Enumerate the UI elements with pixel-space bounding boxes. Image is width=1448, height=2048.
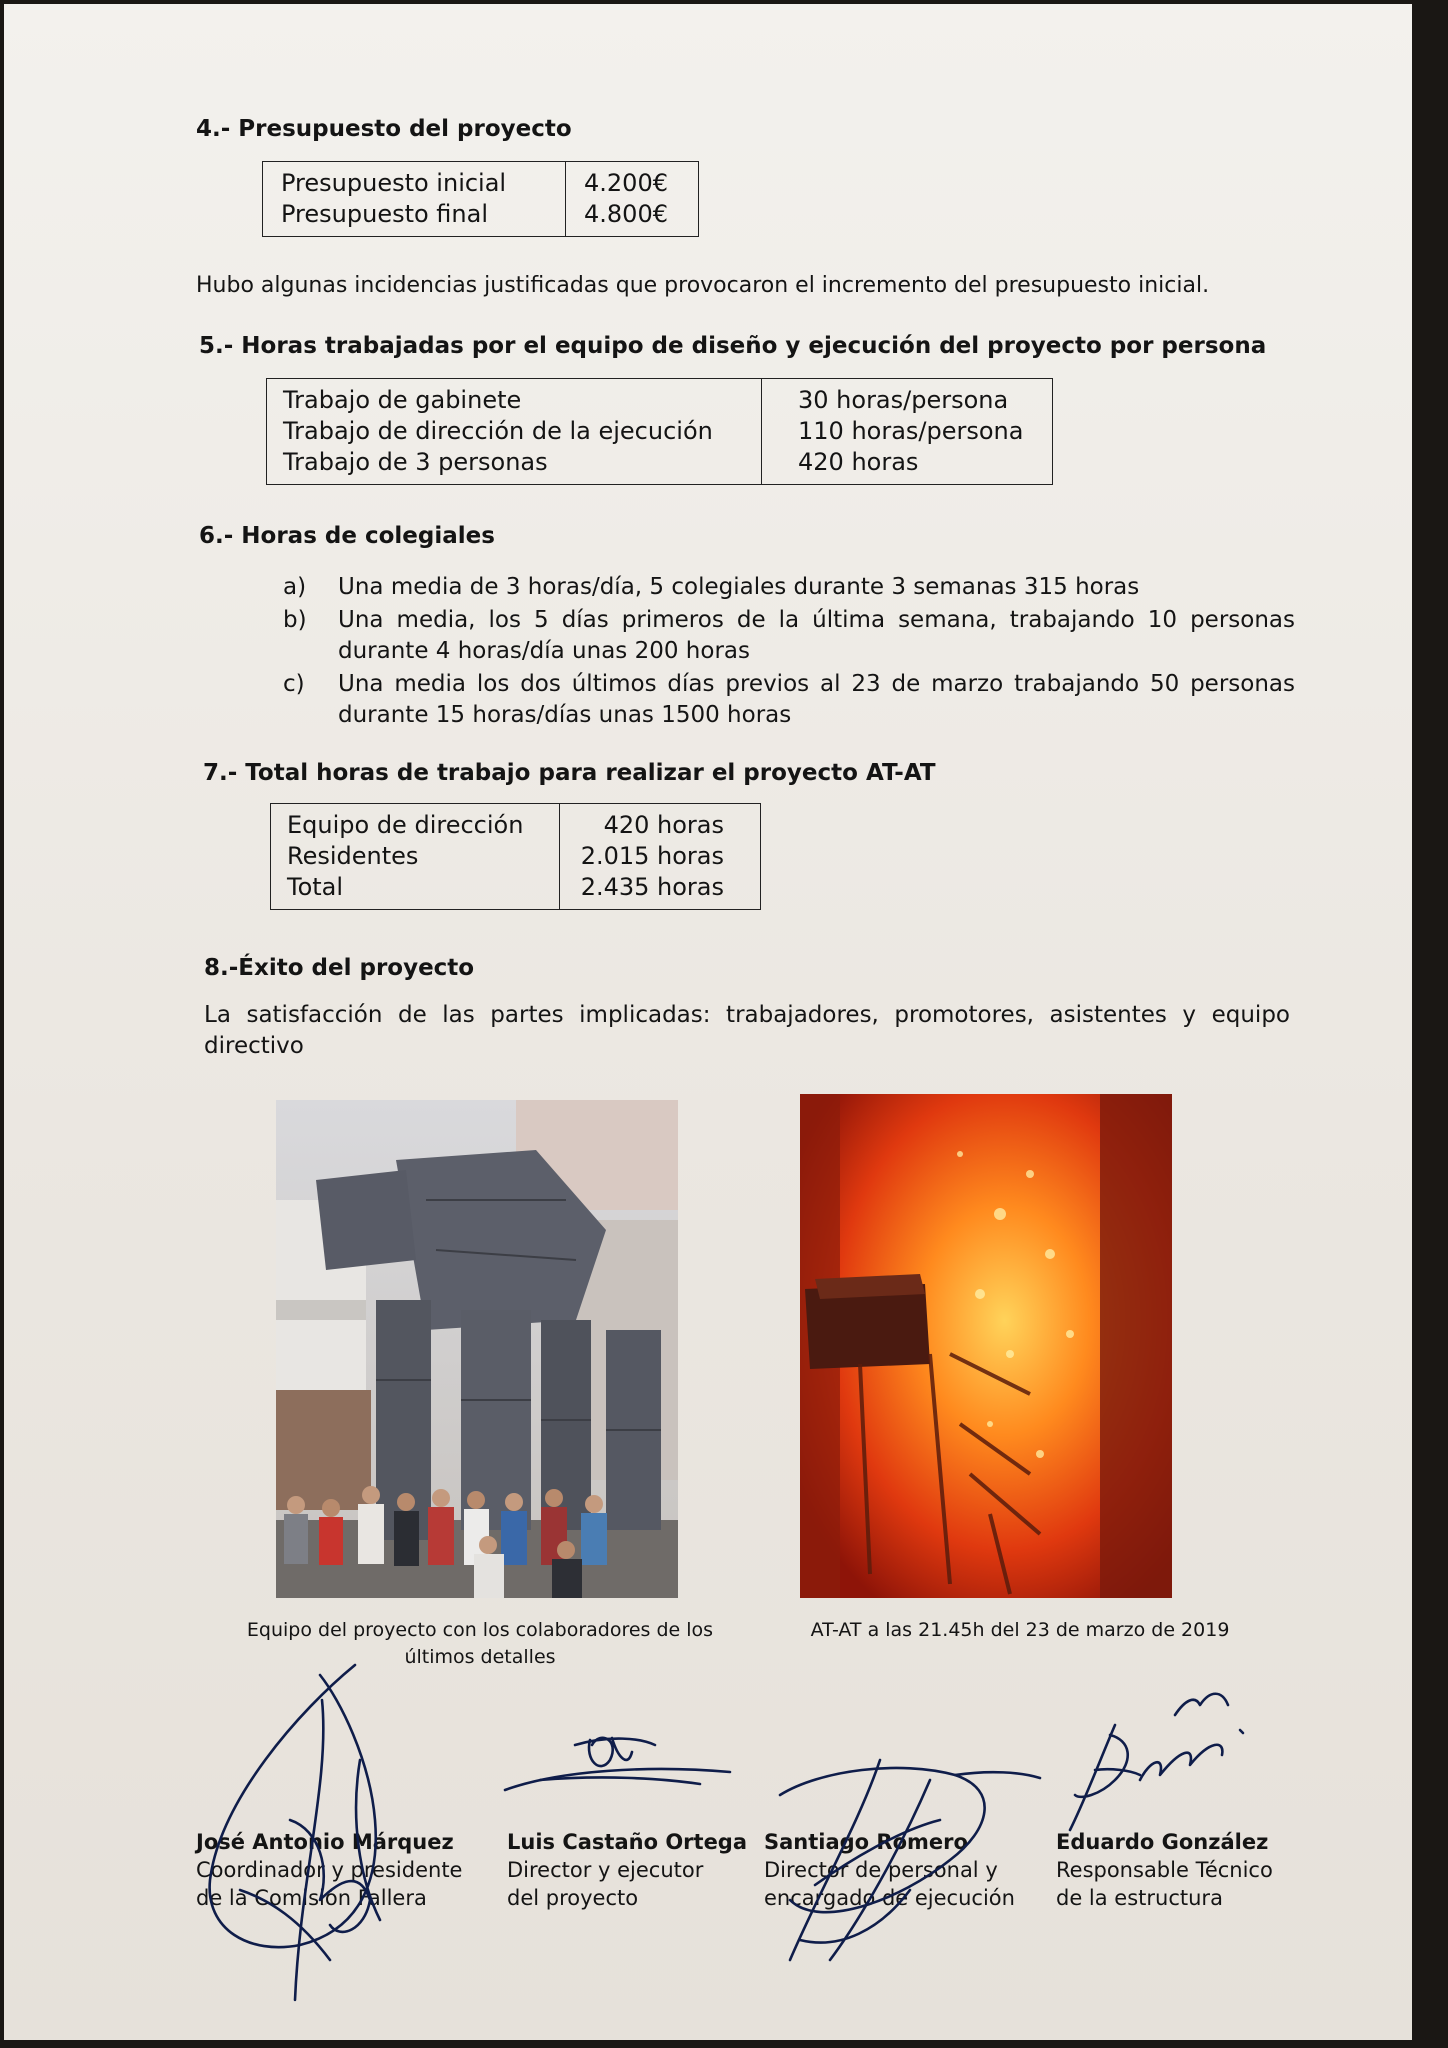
list-item <box>283 605 1295 667</box>
list-marker: c) <box>283 671 305 697</box>
budget-label: Presupuesto final <box>281 200 489 228</box>
budget-value: 4.200€ <box>584 169 668 197</box>
list-text: Una media de 3 horas/día, 5 colegiales durante 3 semanas 315 horas <box>338 574 1140 600</box>
section-7-heading: 7.- Total horas de trabajo para realizar el proyecto AT-AT <box>203 760 936 786</box>
list-text: Una media, los 5 días primeros de la última semana, trabajando 10 personas durante 4 horas/día unas 200 horas <box>338 607 1295 664</box>
section-6-heading: 6.- Horas de colegiales <box>199 523 495 549</box>
colegiales-list <box>283 572 1295 733</box>
fire-photo-caption: AT-AT a las 21.45h del 23 de marzo de 2019 <box>810 1619 1230 1641</box>
signatory-role: de la Comisión Fallera <box>196 1886 427 1910</box>
hours-team-value: 420 horas <box>798 448 919 476</box>
signatory-role: Responsable Técnico <box>1056 1858 1273 1882</box>
hours-team-value: 110 horas/persona <box>798 417 1024 445</box>
total-hours-label: Residentes <box>287 842 419 870</box>
total-hours-value: 420 horas <box>603 811 724 839</box>
team-photo-caption: Equipo del proyecto con los colaboradores de los últimos detalles <box>246 1619 714 1668</box>
team-photo-image <box>276 1100 678 1598</box>
total-hours-label: Total <box>287 873 344 901</box>
signatory-name: Santiago Romero <box>764 1830 968 1854</box>
signatory-4 <box>1056 1828 1273 1912</box>
list-text: Una media los dos últimos días previos al 23 de marzo trabajando 50 personas durante 15 horas/días unas 1500 horas <box>338 671 1295 728</box>
signatory-role: Coordinador y presidente <box>196 1858 463 1882</box>
section-8-heading: 8.-Éxito del proyecto <box>204 955 475 981</box>
hours-team-label: Trabajo de dirección de la ejecución <box>283 417 713 445</box>
budget-note: Hubo algunas incidencias justificadas que provocaron el incremento del presupuesto inicial. <box>196 273 1210 298</box>
total-hours-table <box>270 803 761 910</box>
budget-values <box>566 162 699 237</box>
hours-team-values <box>762 379 1053 485</box>
signatory-role: Director y ejecutor <box>507 1858 704 1882</box>
list-item <box>283 572 1295 603</box>
fire-photo <box>800 1094 1172 1598</box>
hours-team-table <box>266 378 1053 485</box>
signatory-role: de la estructura <box>1056 1886 1223 1910</box>
budget-table <box>262 161 699 237</box>
hours-team-label: Trabajo de gabinete <box>283 386 522 414</box>
signatory-role: del proyecto <box>507 1886 639 1910</box>
signatory-role: encargado de ejecución <box>764 1886 1015 1910</box>
list-item <box>283 669 1295 731</box>
signatory-role: Director de personal y <box>764 1858 998 1882</box>
section-4-heading: 4.- Presupuesto del proyecto <box>196 116 572 142</box>
total-hours-labels <box>271 804 560 910</box>
hours-team-value: 30 horas/persona <box>798 386 1009 414</box>
budget-label: Presupuesto inicial <box>281 169 507 197</box>
list-marker: a) <box>283 574 307 600</box>
signatory-name: José Antonio Márquez <box>196 1830 454 1854</box>
signatory-1 <box>196 1828 462 1912</box>
success-text: La satisfacción de las partes implicadas: trabajadores, promotores, asistentes y equipo directivo <box>204 1002 1290 1059</box>
budget-labels <box>263 162 566 237</box>
signatory-2 <box>507 1828 747 1912</box>
total-hours-value: 2.015 horas <box>580 842 724 870</box>
list-marker: b) <box>283 607 307 633</box>
signatory-name: Eduardo González <box>1056 1830 1269 1854</box>
total-hours-value: 2.435 horas <box>580 873 724 901</box>
signatory-name: Luis Castaño Ortega <box>507 1830 748 1854</box>
total-hours-values <box>560 804 761 910</box>
hours-team-label: Trabajo de 3 personas <box>283 448 548 476</box>
budget-value: 4.800€ <box>584 200 668 228</box>
section-5-heading: 5.- Horas trabajadas por el equipo de diseño y ejecución del proyecto por persona <box>199 333 1267 359</box>
team-photo <box>276 1100 678 1598</box>
hours-team-labels <box>267 379 762 485</box>
total-hours-label: Equipo de dirección <box>287 811 524 839</box>
fire-photo-image <box>800 1094 1172 1598</box>
signatory-3 <box>764 1828 1015 1912</box>
